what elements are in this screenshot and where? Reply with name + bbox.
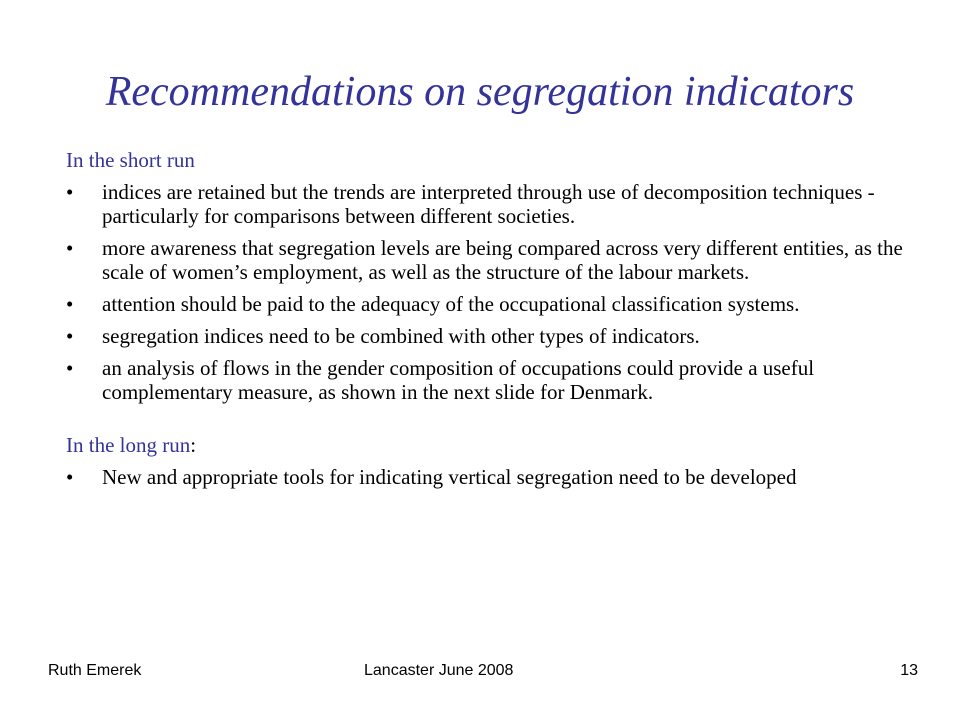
slide-title: Recommendations on segregation indicators: [105, 69, 855, 115]
list-item: [66, 292, 926, 316]
bullet-glyph: •: [66, 292, 74, 316]
list-item-text: New and appropriate tools for indicating vertical segregation need to be developed: [102, 465, 797, 489]
section-spacer: [66, 412, 926, 433]
list-item-text: more awareness that segregation levels are being compared across very different entities, as the scale of women’s employment, as well as the structure of the labour markets.: [102, 236, 903, 284]
list-item: [66, 236, 926, 284]
bullet-glyph: •: [66, 324, 74, 348]
list-item-text: segregation indices need to be combined with other types of indicators.: [102, 324, 700, 348]
short-run-heading: [66, 148, 926, 172]
slide-content: [66, 148, 926, 497]
bullet-glyph: •: [66, 465, 74, 489]
long-run-list: [66, 465, 926, 489]
list-item: [66, 356, 926, 404]
list-item: [66, 465, 926, 489]
long-run-heading: [66, 433, 926, 457]
footer-event: Lancaster June 2008: [364, 662, 514, 679]
long-run-heading-text: In the long run: [66, 433, 191, 457]
list-item-text: indices are retained but the trends are interpreted through use of decomposition techniques - particularly for comparisons between different societies.: [102, 180, 875, 228]
list-item-text: attention should be paid to the adequacy of the occupational classification systems.: [102, 292, 800, 316]
bullet-glyph: •: [66, 236, 74, 260]
bullet-glyph: •: [66, 180, 74, 204]
list-item: [66, 324, 926, 348]
long-run-heading-colon: :: [190, 433, 197, 457]
bullet-glyph: •: [66, 356, 74, 380]
list-item-text: an analysis of flows in the gender composition of occupations could provide a useful complementary measure, as shown in the next slide for Denmark.: [102, 356, 815, 404]
short-run-list: [66, 180, 926, 404]
list-item: [66, 180, 926, 228]
short-run-heading-text: In the short run: [66, 148, 195, 172]
footer-author: Ruth Emerek: [48, 662, 142, 679]
footer-page-number: 13: [900, 662, 918, 679]
